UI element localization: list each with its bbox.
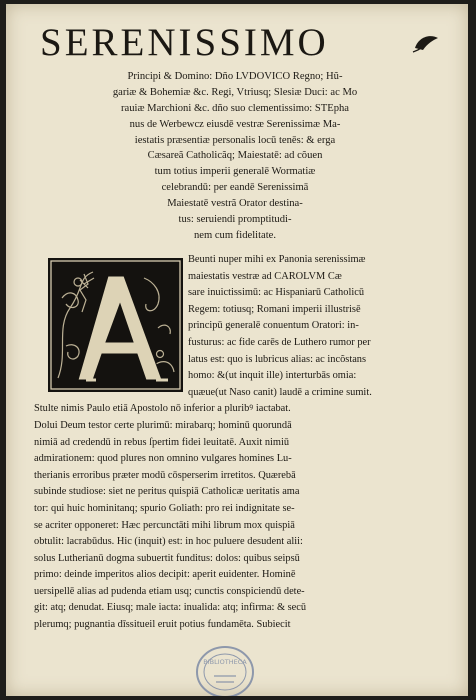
dedication-line: nem cum fidelitate.: [193, 229, 277, 241]
body-line: se acriter opponeret: Hæc percunctāti mihi librum mox quispiā: [34, 519, 295, 531]
body-line: fusturus: ac fide carēs de Luthero rumor per: [188, 336, 371, 348]
body-line: principū generalē conuentum Oratori: in-: [188, 320, 359, 332]
body-line: admirationem: quod plures non omnino vulgares homines Lu-: [34, 453, 292, 465]
body-line: Stulte nimis Paulo etiā Apostolo nō inferior a pluribꝰ iactabat.: [34, 403, 291, 415]
dedication-line: iestatis præsentiæ personalis locū tenēs: & erga: [134, 134, 336, 146]
dedication-line: Maiestatē vestrã Orator destina-: [167, 198, 303, 210]
body-line: obtulit: lacrabūdus. Hic (inquit) est: in hoc puluere desudent alii:: [34, 536, 303, 548]
document-page: [6, 4, 468, 696]
body-line: solus Lutherianū dogma subuertit funditus: dolos: quibus seipsū: [34, 552, 300, 564]
dedication-line: tum totius imperii generalē Wormatiæ: [154, 166, 316, 178]
dedication-line: nus de Werbewcz eiusdē vestræ Serenissimæ Ma-: [129, 118, 341, 130]
library-stamp: [194, 644, 256, 696]
body-line: quæue(ut Naso canit) laudē a crimine sumit.: [188, 386, 372, 398]
body-line: tor: qui huic hominitanq; spurio Goliath: pro rei indignitate se-: [34, 502, 295, 514]
stamp-text: BIBLIOTHECA: [203, 658, 247, 666]
body-line: primo: deinde imperitos alios decipit: aperit euidenter. Hominē: [34, 569, 296, 581]
body-line: git: atq; denudat. Eiusq; male iacta: inualida: atq; infirma: & secū: [34, 602, 307, 614]
body-line: latus est: quo is lubricus alias: ac incõstans: [188, 353, 367, 365]
body-line: plerumq; pugnantia dīssitueil eruit potius fundamēta. Subiecit: [34, 619, 291, 631]
dedication-block: [46, 69, 424, 244]
page-title: SERENISSIMO: [40, 21, 329, 64]
body-line: maiestatis vestræ ad CAROLVM Cæ: [188, 270, 342, 282]
body-line: Dolui Deum testor certe plurimū: mirabarq; hominū quorundā: [34, 419, 292, 431]
dedication-line: Principi & Domino: Dño LVDOVICO Regno; Hũ-: [127, 71, 343, 82]
dedication-line: gariæ & Bohemiæ &c. Regi, Vtriusq; Slesiæ Duci: ac Mo: [112, 86, 358, 98]
leaf-ornament-icon: [411, 32, 441, 54]
dedication-line: tus: seruiendi promptitudi-: [178, 214, 292, 226]
dedication-line: celebrandū: per eandē Serenissimā: [161, 182, 309, 194]
body-line: uersipellē alias ad pudenda etiam usq; cunctis conspiciendū dete-: [34, 585, 305, 597]
body-line: Regem: totiusq; Romani imperii illustrisē: [188, 303, 361, 315]
body-text-block: [28, 252, 454, 634]
dedication-line: rauiæ Marchioni &c. dño suo clementissimo: STEpha: [120, 102, 350, 114]
body-line: therianis erroribus præter modū cōsperserim irretitos. Quærebā: [34, 469, 296, 481]
body-line: nimiā ad credendū in rebus ſpertim fidei leuitatē. Auxit nimiū: [34, 436, 290, 448]
dedication-line: Cæsareã Catholicãq; Maiestatē: ad cõuen: [147, 150, 323, 162]
body-line: Beunti nuper mihi ex Panonia serenissimæ: [188, 254, 366, 265]
body-line: homo: &(ut inquit ille) interturbās omia:: [188, 370, 357, 382]
body-line: sare inuictissimū: ac Hispaniarū Catholicū: [188, 287, 365, 299]
body-line: subinde studiose: siet ne peritus quispiā Catholicæ ueritatis ama: [34, 486, 300, 498]
